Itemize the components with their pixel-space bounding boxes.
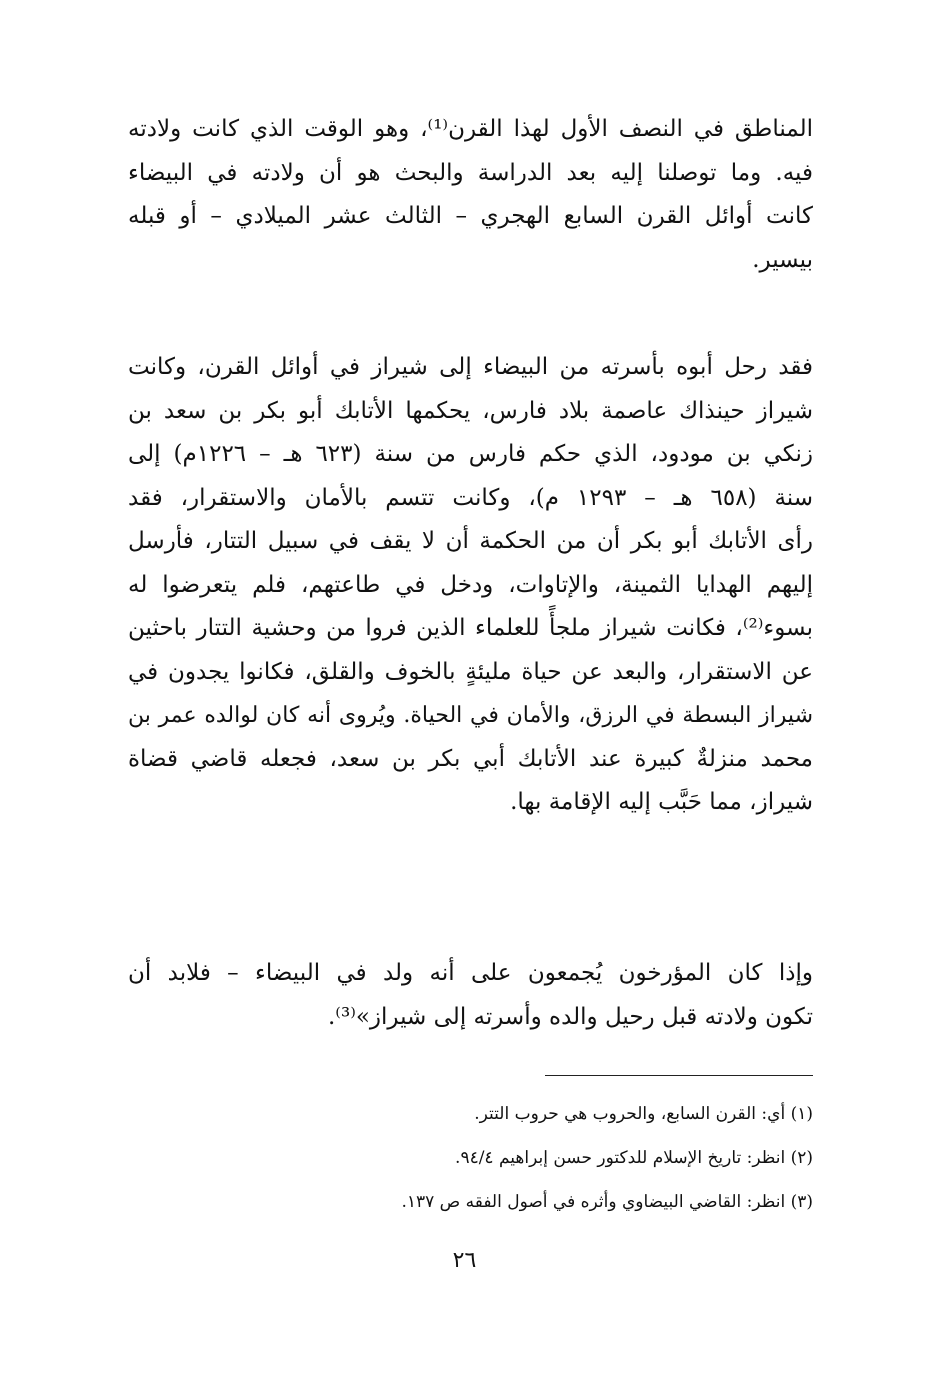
footnote: (٣) انظر: القاضي البيضاوي وأثره في أصول الفقه ص ١٣٧. [401, 1192, 813, 1212]
text-line: زنكي بن مودود، الذي حكم فارس من سنة (٦٢٣ هـ – ١٢٢٦م) إلى [128, 441, 813, 467]
text-line: كانت أوائل القرن السابع الهجري – الثالث عشر الميلادي – أو قبله [128, 203, 813, 229]
text-line: وإذا كان المؤرخون يُجمعون على أنه ولد في البيضاء – فلابد أن [128, 960, 813, 986]
text-line: رأى الأتابك أبو بكر أن من الحكمة أن لا يقف في سبيل التتار، فأرسل [128, 528, 813, 554]
text-line: شيراز حينذاك عاصمة بلاد فارس، يحكمها الأتابك أبو بكر بن سعد بن [128, 397, 813, 424]
footnote: (١) أي: القرن السابع، والحروب هي حروب التتر. [474, 1104, 813, 1124]
page-number: ٢٦ [452, 1248, 477, 1273]
text-line: إليهم الهدايا الثمينة، والإتاوات، ودخل في طاعتهم، فلم يتعرضوا له [128, 571, 813, 598]
footnotes [213, 1092, 813, 1224]
text-line: شيراز البسطة في الرزق، والأمان في الحياة. ويُروى أنه كان لوالده عمر بن [128, 703, 813, 728]
text-line: بيسير. [752, 246, 813, 273]
text-line: عن الاستقرار، والبعد عن حياة مليئةٍ بالخوف والقلق، فكانوا يجدون في [128, 658, 813, 685]
text-line: المناطق في النصف الأول لهذا القرن⁽¹⁾، وهو الوقت الذي كانت ولادته [128, 116, 813, 142]
text-line: سنة (٦٥٨ هـ – ١٢٩٣ م)، وكانت تتسم بالأمان والاستقرار، فقد [128, 484, 813, 511]
footnote: (٢) انظر: تاريخ الإسلام للدكتور حسن إبراهيم ٩٤/٤. [455, 1148, 813, 1168]
footnote-divider [545, 1075, 813, 1076]
paragraph [128, 108, 813, 282]
text-line: فيه. وما توصلنا إليه بعد الدراسة والبحث هو أن ولادته في البيضاء [128, 159, 813, 186]
text-line: بسوء⁽²⁾، فكانت شيراز ملجأً للعلماء الذين فروا من وحشية التتار باحثين [128, 615, 813, 641]
text-line: تكون ولادته قبل رحيل والده وأسرته إلى شيراز»⁽³⁾. [328, 1003, 813, 1030]
paragraph [128, 346, 813, 825]
text-line: فقد رحل أبوه بأسرته من البيضاء إلى شيراز في أوائل القرن، وكانت [128, 354, 813, 380]
text-line: شيراز، مما حَبَّب إليه الإقامة بها. [510, 789, 813, 815]
text-line: محمد منزلةٌ كبيرة عند الأتابك أبي بكر بن سعد، فجعله قاضي قضاة [128, 745, 813, 772]
paragraph [128, 952, 813, 1039]
